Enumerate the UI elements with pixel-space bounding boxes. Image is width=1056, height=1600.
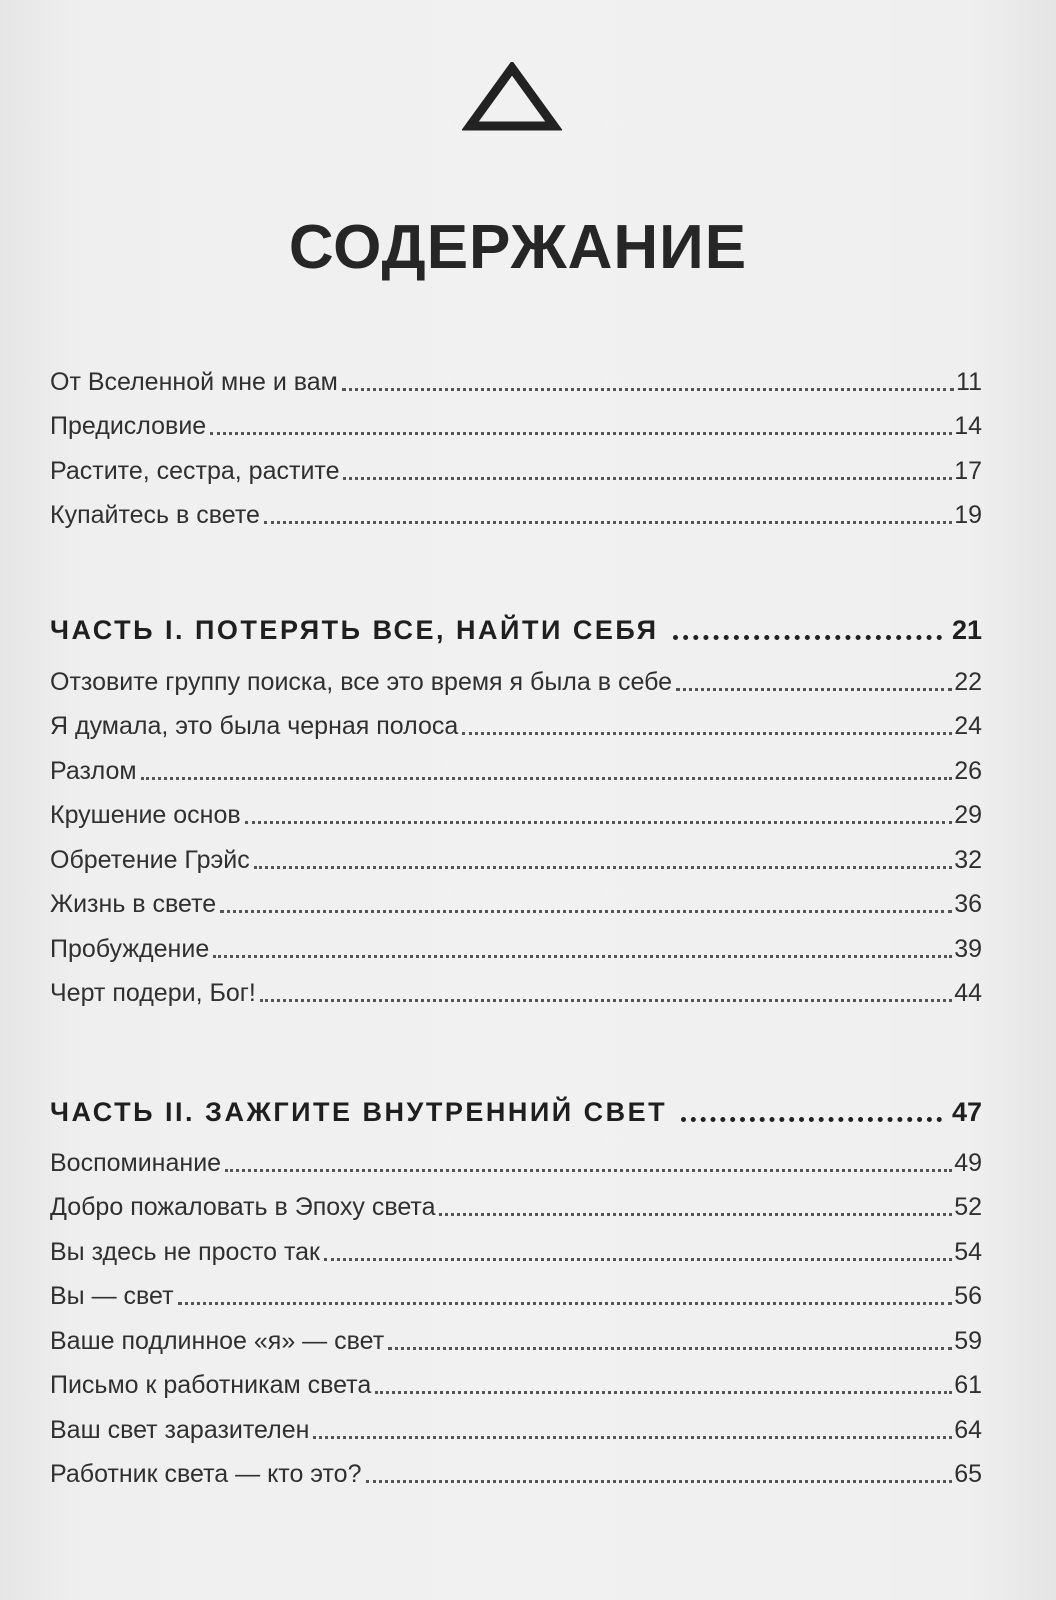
toc-entry-page: 64 xyxy=(954,1415,982,1444)
toc-entry-page: 54 xyxy=(954,1237,982,1266)
toc-entry-page: 61 xyxy=(954,1371,982,1399)
toc-entry[interactable] xyxy=(50,486,982,531)
dot-leader xyxy=(343,477,952,480)
toc-entry-label: Вы здесь не просто так xyxy=(50,1237,320,1266)
toc-entry[interactable] xyxy=(50,1222,982,1267)
toc-entry[interactable] xyxy=(50,1445,982,1490)
dot-leader xyxy=(220,910,952,913)
dot-leader xyxy=(462,732,952,735)
dot-leader xyxy=(439,1213,952,1216)
dot-leader xyxy=(676,688,952,691)
toc-entry-label: Крушение основ xyxy=(50,801,241,829)
dot-leader xyxy=(681,1117,942,1122)
toc-entry[interactable] xyxy=(50,352,982,397)
toc-entry-label: Черт подери, Бог! xyxy=(50,979,256,1007)
toc-entry-page: 24 xyxy=(954,712,982,740)
toc-entry-label: Жизнь в свете xyxy=(50,890,217,918)
toc-entry-label: Отзовите группу поиска, все это время я была в себе xyxy=(50,667,673,696)
toc-entry-label: Письмо к работникам света xyxy=(50,1371,372,1399)
dot-leader xyxy=(213,955,952,958)
toc-entry[interactable] xyxy=(50,1311,982,1356)
toc-entry[interactable] xyxy=(50,919,982,964)
toc-entry[interactable] xyxy=(50,1267,982,1312)
toc-entry-label: Воспоминание xyxy=(50,1148,222,1177)
toc-entry-page: 11 xyxy=(956,367,982,396)
toc-entry-label: Я думала, это была черная полоса xyxy=(50,712,459,740)
toc-entry-page: 14 xyxy=(954,412,982,440)
dot-leader xyxy=(366,1480,953,1483)
toc-entry-label: Купайтесь в свете xyxy=(50,501,260,529)
toc-entry-page: 36 xyxy=(954,890,982,918)
part-2-title: ЧАСТЬ II. ЗАЖГИТЕ ВНУТРЕННИЙ СВЕТ xyxy=(50,1097,668,1127)
toc-entry[interactable] xyxy=(50,1400,982,1445)
dot-leader xyxy=(141,777,953,780)
toc-entry[interactable] xyxy=(50,1356,982,1401)
dot-leader xyxy=(210,432,952,435)
toc-entry-page: 52 xyxy=(954,1193,982,1221)
toc-entry-page: 29 xyxy=(954,801,982,829)
toc-entry[interactable] xyxy=(50,652,982,697)
toc-front-matter xyxy=(50,352,982,530)
part-2-heading[interactable] xyxy=(50,1088,982,1128)
toc-entry-label: Добро пожаловать в Эпоху света xyxy=(50,1193,436,1221)
toc-entry[interactable] xyxy=(50,741,982,786)
toc-entry[interactable] xyxy=(50,830,982,875)
toc-entry[interactable] xyxy=(50,1133,982,1178)
dot-leader xyxy=(254,866,952,869)
dot-leader xyxy=(225,1169,952,1172)
toc-entry-page: 39 xyxy=(954,934,982,963)
toc-entry[interactable] xyxy=(50,441,982,486)
toc-entry-label: Вы — свет xyxy=(50,1282,174,1310)
toc-entry-label: Разлом xyxy=(50,756,137,785)
toc-entry-page: 22 xyxy=(954,667,982,696)
toc-entry-label: Пробуждение xyxy=(50,934,210,963)
part-1-title: ЧАСТЬ I. ПОТЕРЯТЬ ВСЕ, НАЙТИ СЕБЯ xyxy=(50,615,659,645)
toc-entry-page: 49 xyxy=(954,1148,982,1177)
toc-entry-page: 26 xyxy=(954,756,982,785)
toc-part-1-entries xyxy=(50,652,982,1008)
toc-entry[interactable] xyxy=(50,397,982,442)
toc-entry[interactable] xyxy=(50,1178,982,1223)
toc-entry-label: Обретение Грэйс xyxy=(50,845,250,874)
toc-entry-page: 65 xyxy=(954,1460,982,1488)
dot-leader xyxy=(375,1391,952,1394)
toc-entry-page: 56 xyxy=(954,1282,982,1310)
toc-entry-page: 17 xyxy=(954,456,982,485)
part-1-heading[interactable] xyxy=(50,606,982,646)
toc-entry-page: 32 xyxy=(954,845,982,874)
toc-entry-label: Растите, сестра, растите xyxy=(50,456,340,485)
triangle-logo-icon xyxy=(462,62,562,134)
dot-leader xyxy=(313,1436,952,1439)
toc-entry-label: Работник света — кто это? xyxy=(50,1460,362,1488)
part-2-page: 47 xyxy=(951,1097,982,1127)
part-1-page: 21 xyxy=(951,615,982,645)
toc-entry-page: 19 xyxy=(954,501,982,529)
toc-entry-label: Предисловие xyxy=(50,412,207,440)
dot-leader xyxy=(673,635,942,640)
toc-entry-label: Ваш свет заразителен xyxy=(50,1415,310,1444)
dot-leader xyxy=(342,388,954,391)
toc-entry[interactable] xyxy=(50,964,982,1009)
dot-leader xyxy=(245,821,953,824)
toc-entry[interactable] xyxy=(50,786,982,831)
toc-entry-label: От Вселенной мне и вам xyxy=(50,367,338,396)
dot-leader xyxy=(388,1347,952,1350)
dot-leader xyxy=(264,521,952,524)
dot-leader xyxy=(260,999,952,1002)
toc-entry-page: 44 xyxy=(954,979,982,1007)
toc-entry-page: 59 xyxy=(954,1326,982,1355)
toc-entry[interactable] xyxy=(50,697,982,742)
page-title: СОДЕРЖАНИЕ xyxy=(288,213,748,282)
dot-leader xyxy=(178,1302,953,1305)
toc-part-2-entries xyxy=(50,1133,982,1489)
dot-leader xyxy=(324,1258,952,1261)
toc-entry[interactable] xyxy=(50,875,982,920)
toc-entry-label: Ваше подлинное «я» — свет xyxy=(50,1326,385,1355)
